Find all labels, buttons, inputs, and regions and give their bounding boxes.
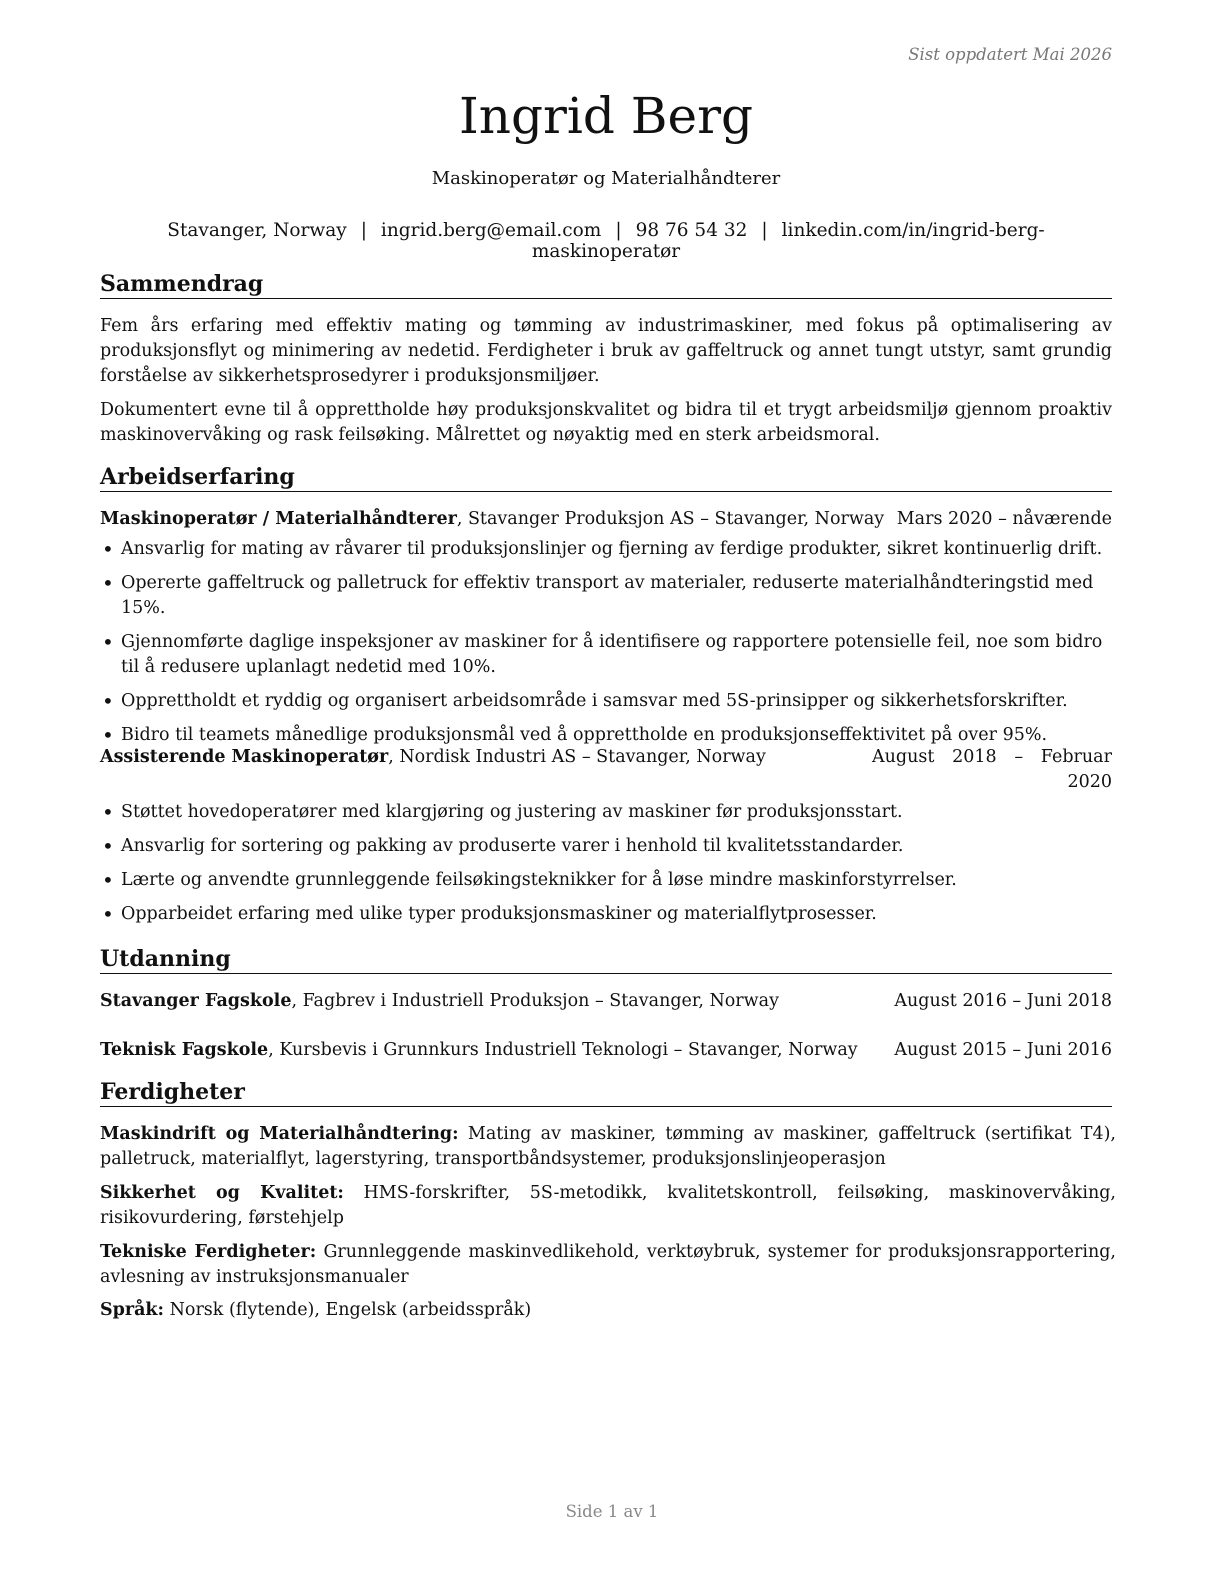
job-bullets: [100, 537, 1112, 757]
job-heading: [100, 507, 884, 532]
list-item: • Opererte gaffeltruck og palletruck for effektiv transport av materialer, reduserte materialhåndteringstid med 15%.: [100, 571, 1112, 621]
candidate-title: Maskinoperatør og Materialhåndterer: [431, 168, 781, 189]
list-item: • Lærte og anvendte grunnleggende feilsøkingsteknikker for å løse mindre maskinforstyrrelser.: [100, 868, 1112, 893]
list-item: • Bidro til teamets månedlige produksjonsmål ved å opprettholde en produksjonseffektivitet på over 95%.: [100, 723, 1112, 748]
skill-group: [100, 1298, 1116, 1323]
job-dates: Mars 2020 – nåværende: [896, 509, 1112, 529]
job-employer: , Stavanger Produksjon AS – Stavanger, Norway: [456, 509, 885, 529]
skill-label: Tekniske Ferdigheter:: [100, 1242, 317, 1262]
job-title: Maskinoperatør / Materialhåndterer: [100, 509, 457, 529]
contact-location: Stavanger, Norway: [167, 220, 347, 241]
last-updated: Sist oppdatert Mai 2026: [908, 45, 1112, 64]
skill-label: Språk:: [100, 1300, 165, 1320]
page-footer: Side 1 av 1: [565, 1502, 659, 1521]
job-heading: [100, 745, 766, 795]
skill-label: Maskindrift og Materialhåndtering:: [100, 1124, 459, 1144]
list-item: • Opprettholdt et ryddig og organisert arbeidsområde i samsvar med 5S-prinsipper og sikkerhetsforskrifter.: [100, 689, 1112, 714]
skill-group: [100, 1122, 1116, 1172]
list-item: • Støttet hovedoperatører med klargjøring og justering av maskiner før produksjonsstart.: [100, 800, 1112, 825]
contact-line: [100, 220, 1112, 262]
education-dates: August 2015 – Juni 2016: [894, 1040, 1112, 1060]
section-heading-summary: Sammendrag: [100, 270, 1112, 299]
education-school: Teknisk Fagskole: [100, 1040, 269, 1060]
section-heading-education: Utdanning: [100, 945, 1112, 974]
education-school: Stavanger Fagskole: [100, 991, 292, 1011]
contact-separator: |: [761, 220, 768, 241]
education-dates: August 2016 – Juni 2018: [894, 991, 1112, 1011]
list-item: • Gjennomførte daglige inspeksjoner av maskiner for å identifisere og rapportere potensielle feil, noe som bidro til å redusere uplanlagt nedetid med 10%.: [100, 630, 1112, 680]
job-employer: , Nordisk Industri AS – Stavanger, Norway: [388, 747, 766, 767]
section-heading-skills: Ferdigheter: [100, 1078, 1112, 1107]
education-heading: [100, 989, 779, 1014]
skill-text: Grunnleggende maskinvedlikehold, verktøybruk, systemer for produksjonsrapportering, avlesning av instruksjonsmanualer: [100, 1242, 1116, 1287]
section-heading-experience: Arbeidserfaring: [100, 463, 1112, 492]
education-detail: , Kursbevis i Grunnkurs Industriell Teknologi – Stavanger, Norway: [268, 1040, 858, 1060]
education-detail: , Fagbrev i Industriell Produksjon – Stavanger, Norway: [291, 991, 779, 1011]
job-dates: August 2018 – Februar 2020: [872, 747, 1112, 792]
contact-linkedin[interactable]: linkedin.com/in/ingrid-berg-maskinoperatør: [531, 220, 1045, 262]
skill-text: HMS-forskrifter, 5S-metodikk, kvalitetskontroll, feilsøking, maskinovervåking, risikovurdering, førstehjelp: [100, 1183, 1116, 1228]
job-entry-header: [100, 507, 1112, 532]
job-title: Assisterende Maskinoperatør: [100, 747, 389, 767]
education-entry: [100, 989, 1112, 1014]
skill-group: [100, 1181, 1116, 1231]
contact-separator: |: [615, 220, 622, 241]
education-entry: [100, 1038, 1112, 1063]
education-heading: [100, 1038, 858, 1063]
skill-label: Sikkerhet og Kvalitet:: [100, 1183, 344, 1203]
summary-paragraph-2: Dokumentert evne til å opprettholde høy produksjonskvalitet og bidra til et trygt arbeidsmiljø gjennom proaktiv maskinovervåking og rask feilsøking. Målrettet og nøyaktig med en sterk arbeidsmoral.: [100, 400, 1112, 445]
job-entry-header: [100, 745, 1112, 795]
candidate-name: Ingrid Berg: [459, 87, 753, 145]
skill-text: Norsk (flytende), Engelsk (arbeidsspråk): [164, 1300, 532, 1320]
list-item: • Ansvarlig for mating av råvarer til produksjonslinjer og fjerning av ferdige produkter, sikret kontinuerlig drift.: [100, 537, 1112, 562]
list-item: • Ansvarlig for sortering og pakking av produserte varer i henhold til kvalitetsstandarder.: [100, 834, 1112, 859]
skill-group: [100, 1240, 1116, 1290]
skill-text: Mating av maskiner, tømming av maskiner, gaffeltruck (sertifikat T4), palletruck, materialflyt, lagerstyring, transportbåndsystemer, produksjonslinjeoperasjon: [100, 1124, 1116, 1169]
summary-paragraph-1: Fem års erfaring med effektiv mating og tømming av industrimaskiner, med fokus på optimalisering av produksjonsflyt og minimering av nedetid. Ferdigheter i bruk av gaffeltruck og annet tungt utstyr, samt grundig forståelse av sikkerhetsprosedyrer i produksjonsmiljøer.: [100, 316, 1112, 386]
contact-email[interactable]: ingrid.berg@email.com: [380, 220, 602, 241]
list-item: • Opparbeidet erfaring med ulike typer produksjonsmaskiner og materialflytprosesser.: [100, 902, 1112, 927]
contact-separator: |: [360, 220, 367, 241]
contact-phone: 98 76 54 32: [635, 220, 748, 241]
job-bullets: [100, 800, 1112, 936]
